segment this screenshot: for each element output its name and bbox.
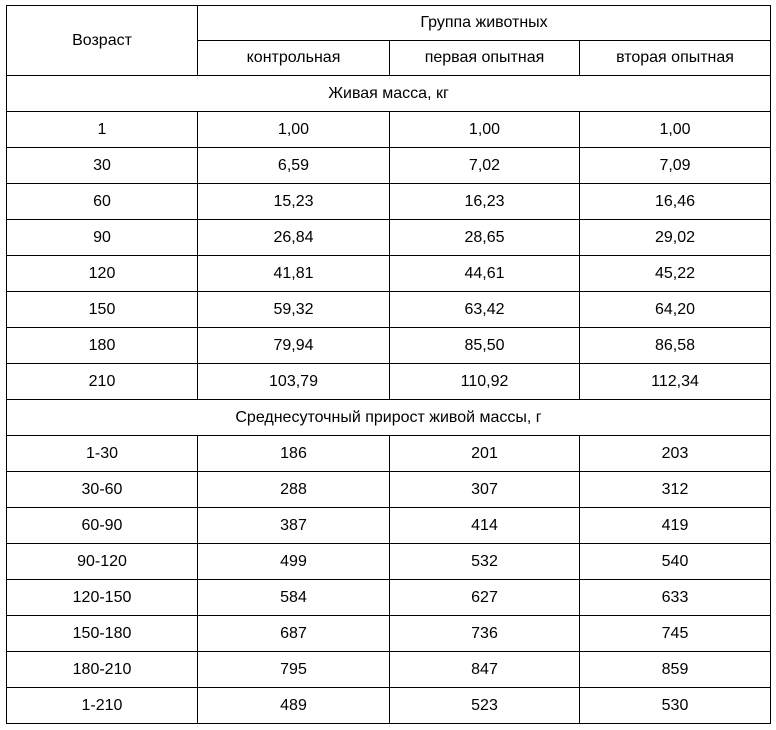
value-cell: 41,81 xyxy=(198,256,390,292)
table-row xyxy=(7,148,771,184)
value-cell: 489 xyxy=(198,688,390,724)
value-cell: 26,84 xyxy=(198,220,390,256)
value-cell: 419 xyxy=(580,508,771,544)
growth-table xyxy=(6,5,771,724)
group-header: Группа животных xyxy=(198,6,771,41)
value-cell: 44,61 xyxy=(390,256,580,292)
age-cell: 120 xyxy=(7,256,198,292)
table-row xyxy=(7,220,771,256)
value-cell: 64,20 xyxy=(580,292,771,328)
value-cell: 79,94 xyxy=(198,328,390,364)
age-cell: 60 xyxy=(7,184,198,220)
age-cell: 180 xyxy=(7,328,198,364)
value-cell: 1,00 xyxy=(390,112,580,148)
value-cell: 532 xyxy=(390,544,580,580)
value-cell: 387 xyxy=(198,508,390,544)
table-row xyxy=(7,508,771,544)
value-cell: 736 xyxy=(390,616,580,652)
value-cell: 499 xyxy=(198,544,390,580)
value-cell: 112,34 xyxy=(580,364,771,400)
value-cell: 288 xyxy=(198,472,390,508)
age-cell: 150 xyxy=(7,292,198,328)
age-cell: 210 xyxy=(7,364,198,400)
age-cell: 150-180 xyxy=(7,616,198,652)
age-cell: 1 xyxy=(7,112,198,148)
value-cell: 45,22 xyxy=(580,256,771,292)
value-cell: 110,92 xyxy=(390,364,580,400)
age-cell: 1-210 xyxy=(7,688,198,724)
section-title: Среднесуточный прирост живой массы, г xyxy=(7,400,771,436)
table-row xyxy=(7,256,771,292)
value-cell: 307 xyxy=(390,472,580,508)
value-cell: 1,00 xyxy=(198,112,390,148)
value-cell: 7,09 xyxy=(580,148,771,184)
group-column-control: контрольная xyxy=(198,41,390,76)
value-cell: 29,02 xyxy=(580,220,771,256)
value-cell: 523 xyxy=(390,688,580,724)
value-cell: 103,79 xyxy=(198,364,390,400)
value-cell: 203 xyxy=(580,436,771,472)
age-cell: 60-90 xyxy=(7,508,198,544)
value-cell: 859 xyxy=(580,652,771,688)
section-title: Живая масса, кг xyxy=(7,76,771,112)
value-cell: 687 xyxy=(198,616,390,652)
table-row xyxy=(7,292,771,328)
section-row xyxy=(7,400,771,436)
table-row xyxy=(7,652,771,688)
age-cell: 90 xyxy=(7,220,198,256)
group-column-first: первая опытная xyxy=(390,41,580,76)
table-row xyxy=(7,436,771,472)
value-cell: 16,46 xyxy=(580,184,771,220)
value-cell: 186 xyxy=(198,436,390,472)
value-cell: 7,02 xyxy=(390,148,580,184)
value-cell: 6,59 xyxy=(198,148,390,184)
value-cell: 201 xyxy=(390,436,580,472)
value-cell: 28,65 xyxy=(390,220,580,256)
value-cell: 312 xyxy=(580,472,771,508)
age-cell: 90-120 xyxy=(7,544,198,580)
table-row xyxy=(7,544,771,580)
value-cell: 540 xyxy=(580,544,771,580)
age-cell: 120-150 xyxy=(7,580,198,616)
value-cell: 59,32 xyxy=(198,292,390,328)
age-cell: 1-30 xyxy=(7,436,198,472)
table-row xyxy=(7,364,771,400)
value-cell: 86,58 xyxy=(580,328,771,364)
value-cell: 627 xyxy=(390,580,580,616)
table-row xyxy=(7,328,771,364)
table-row xyxy=(7,616,771,652)
table-row xyxy=(7,112,771,148)
header-row xyxy=(7,6,771,41)
age-cell: 30 xyxy=(7,148,198,184)
value-cell: 1,00 xyxy=(580,112,771,148)
value-cell: 530 xyxy=(580,688,771,724)
table-row xyxy=(7,688,771,724)
value-cell: 745 xyxy=(580,616,771,652)
value-cell: 16,23 xyxy=(390,184,580,220)
value-cell: 795 xyxy=(198,652,390,688)
value-cell: 847 xyxy=(390,652,580,688)
section-row xyxy=(7,76,771,112)
value-cell: 15,23 xyxy=(198,184,390,220)
value-cell: 414 xyxy=(390,508,580,544)
age-cell: 180-210 xyxy=(7,652,198,688)
value-cell: 633 xyxy=(580,580,771,616)
value-cell: 85,50 xyxy=(390,328,580,364)
age-header: Возраст xyxy=(7,6,198,76)
table-row xyxy=(7,580,771,616)
value-cell: 584 xyxy=(198,580,390,616)
value-cell: 63,42 xyxy=(390,292,580,328)
table-row xyxy=(7,472,771,508)
table-row xyxy=(7,184,771,220)
age-cell: 30-60 xyxy=(7,472,198,508)
group-column-second: вторая опытная xyxy=(580,41,771,76)
